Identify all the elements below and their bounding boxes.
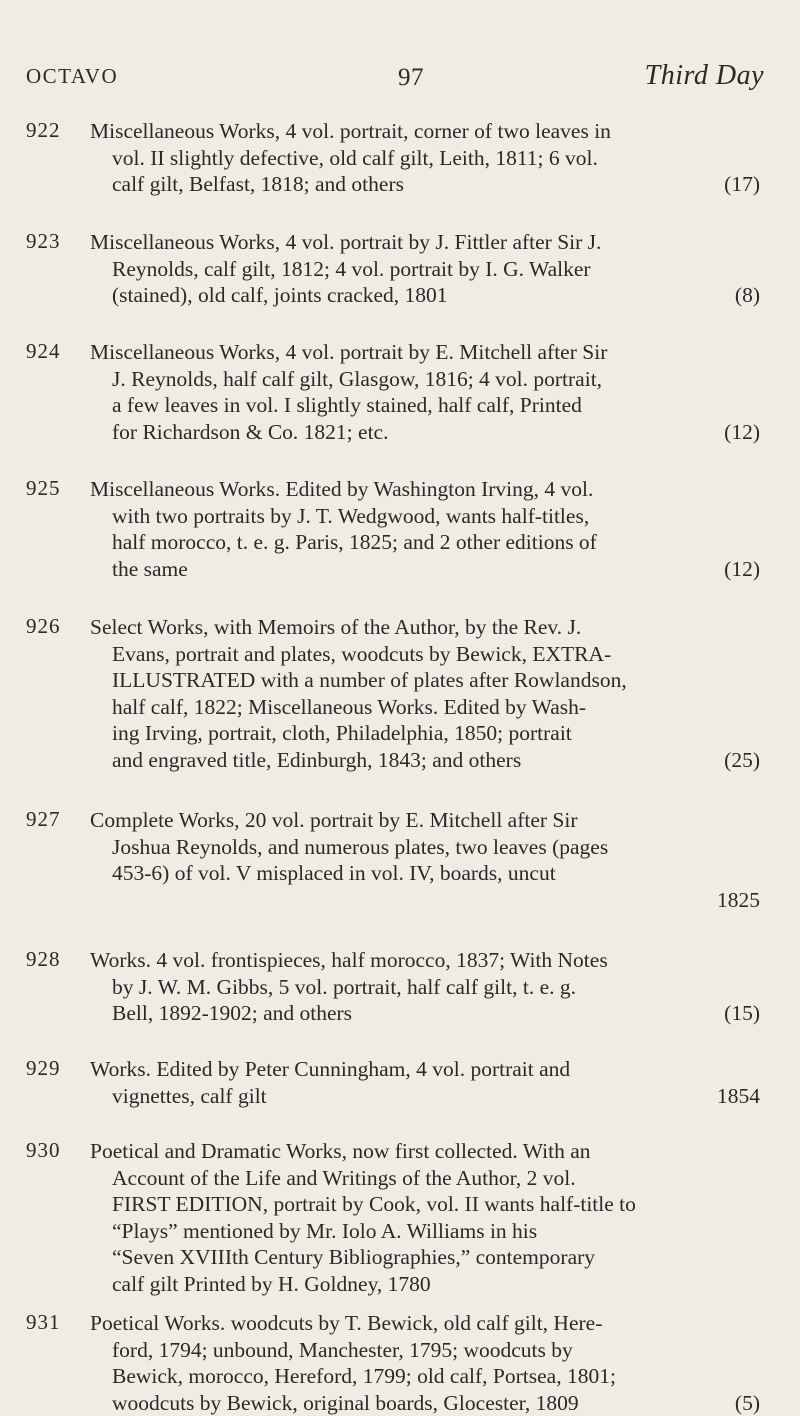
lot-description xyxy=(90,476,760,582)
description-line: the same (12) xyxy=(90,556,760,583)
lot-number: 928 xyxy=(26,947,66,972)
description-line: J. Reynolds, half calf gilt, Glasgow, 1816; 4 vol. portrait, xyxy=(90,366,760,393)
description-line: half calf, 1822; Miscellaneous Works. Edited by Wash- xyxy=(90,694,760,721)
lot-number: 922 xyxy=(26,118,66,143)
description-line: with two portraits by J. T. Wedgwood, wants half-titles, xyxy=(90,503,760,530)
lot-description xyxy=(90,1138,760,1297)
description-line: Poetical and Dramatic Works, now first collected. With an xyxy=(90,1138,760,1165)
description-line: ing Irving, portrait, cloth, Philadelphia, 1850; portrait xyxy=(90,720,760,747)
format-label: OCTAVO xyxy=(26,64,118,89)
description-line: Miscellaneous Works, 4 vol. portrait by J. Fittler after Sir J. xyxy=(90,229,760,256)
lot-price: (15) xyxy=(724,1000,760,1027)
page-number: 97 xyxy=(398,64,424,92)
description-line: Bell, 1892-1902; and others (15) xyxy=(90,1000,760,1027)
lot-description xyxy=(90,118,760,198)
description-line: and engraved title, Edinburgh, 1843; and others (25) xyxy=(90,747,760,774)
lot-price: (8) xyxy=(735,282,760,309)
description-line: FIRST EDITION, portrait by Cook, vol. II wants half-title to xyxy=(90,1191,760,1218)
description-line: Bewick, morocco, Hereford, 1799; old calf, Portsea, 1801; xyxy=(90,1363,760,1390)
description-line: half morocco, t. e. g. Paris, 1825; and 2 other editions of xyxy=(90,529,760,556)
description-line: vol. II slightly defective, old calf gilt, Leith, 1811; 6 vol. xyxy=(90,145,760,172)
lot-number: 930 xyxy=(26,1138,66,1163)
description-line: “Seven XVIIIth Century Bibliographies,” contemporary xyxy=(90,1244,760,1271)
lot-price: (17) xyxy=(724,171,760,198)
lot-description xyxy=(90,339,760,445)
description-line: a few leaves in vol. I slightly stained, half calf, Printed xyxy=(90,392,760,419)
description-line: “Plays” mentioned by Mr. Iolo A. Williams in his xyxy=(90,1218,760,1245)
lot-number: 925 xyxy=(26,476,66,501)
description-line: ford, 1794; unbound, Manchester, 1795; woodcuts by xyxy=(90,1337,760,1364)
description-line: Poetical Works. woodcuts by T. Bewick, old calf gilt, Here- xyxy=(90,1310,760,1337)
page-header xyxy=(26,64,764,98)
lot-description xyxy=(90,1310,760,1416)
lot-number: 923 xyxy=(26,229,66,254)
description-line: vignettes, calf gilt 1854 xyxy=(90,1083,760,1110)
description-line: Works. 4 vol. frontispieces, half morocco, 1837; With Notes xyxy=(90,947,760,974)
lot-number: 924 xyxy=(26,339,66,364)
description-line: Reynolds, calf gilt, 1812; 4 vol. portrait by I. G. Walker xyxy=(90,256,760,283)
lot-price: (12) xyxy=(724,419,760,446)
lot-description xyxy=(90,1056,760,1109)
description-line: Select Works, with Memoirs of the Author, by the Rev. J. xyxy=(90,614,760,641)
lot-price: 1825 xyxy=(717,887,760,914)
description-line: by J. W. M. Gibbs, 5 vol. portrait, half calf gilt, t. e. g. xyxy=(90,974,760,1001)
sale-day-label: Third Day xyxy=(645,60,764,92)
description-line: Miscellaneous Works. Edited by Washington Irving, 4 vol. xyxy=(90,476,760,503)
description-line: Works. Edited by Peter Cunningham, 4 vol. portrait and xyxy=(90,1056,760,1083)
description-line: 453-6) of vol. V misplaced in vol. IV, boards, uncut xyxy=(90,860,760,887)
lot-number: 927 xyxy=(26,807,66,832)
description-line: Evans, portrait and plates, woodcuts by Bewick, EXTRA- xyxy=(90,641,760,668)
description-line: (stained), old calf, joints cracked, 1801 (8) xyxy=(90,282,760,309)
lot-description xyxy=(90,614,760,773)
description-line: Joshua Reynolds, and numerous plates, two leaves (pages xyxy=(90,834,760,861)
description-line: for Richardson & Co. 1821; etc. (12) xyxy=(90,419,760,446)
lot-price: 1854 xyxy=(717,1083,760,1110)
description-line: Complete Works, 20 vol. portrait by E. Mitchell after Sir xyxy=(90,807,760,834)
lot-number: 931 xyxy=(26,1310,66,1335)
lot-price: (12) xyxy=(724,556,760,583)
lot-price: (25) xyxy=(724,747,760,774)
price-line xyxy=(90,887,760,914)
lot-description xyxy=(90,229,760,309)
description-line: woodcuts by Bewick, original boards, Glocester, 1809 (5) xyxy=(90,1390,760,1416)
lot-number: 929 xyxy=(26,1056,66,1081)
lot-description xyxy=(90,807,760,913)
description-line: Account of the Life and Writings of the Author, 2 vol. xyxy=(90,1165,760,1192)
description-line: calf gilt, Belfast, 1818; and others (17) xyxy=(90,171,760,198)
description-line: ILLUSTRATED with a number of plates after Rowlandson, xyxy=(90,667,760,694)
lot-number: 926 xyxy=(26,614,66,639)
lot-price: (5) xyxy=(735,1390,760,1416)
description-line: calf gilt Printed by H. Goldney, 1780 xyxy=(90,1271,760,1298)
lot-description xyxy=(90,947,760,1027)
description-line: Miscellaneous Works, 4 vol. portrait, corner of two leaves in xyxy=(90,118,760,145)
description-line: Miscellaneous Works, 4 vol. portrait by E. Mitchell after Sir xyxy=(90,339,760,366)
